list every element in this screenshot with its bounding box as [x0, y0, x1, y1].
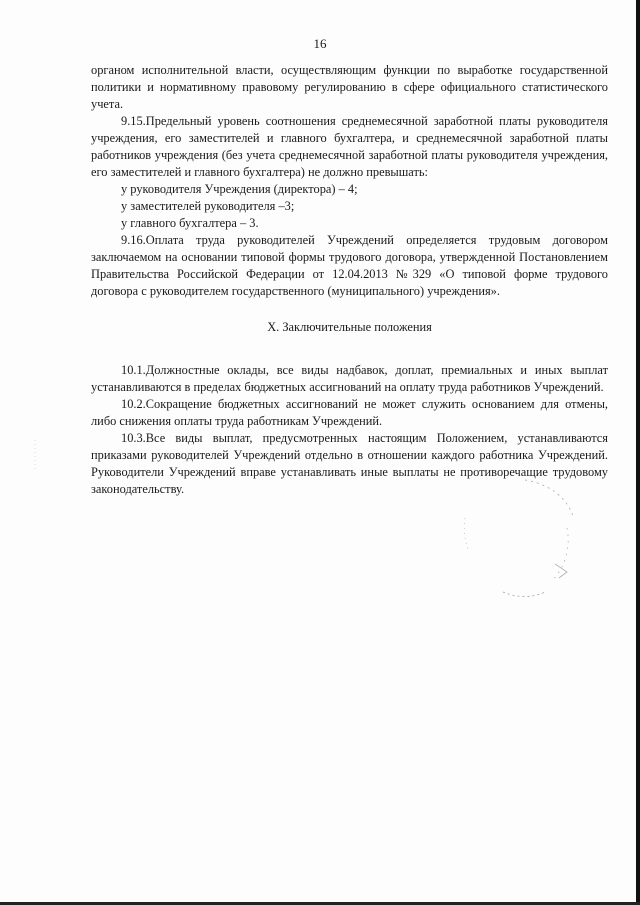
- paragraph-9-14-continuation: органом исполнительной власти, осуществляющим функции по выработке государственной политики и нормативному правовому регулированию в сфере официального статистического учета.: [91, 63, 608, 111]
- paragraph-10-3: 10.3.Все виды выплат, предусмотренных настоящим Положением, устанавливаются приказами руководителей Учреждений отдельно в отношении каждого работника Учреждений. Руководители Учреждений вправе устанавливать иные выплаты не противоречащие трудовому законодательству.: [91, 431, 608, 496]
- limit-item-director: у руководителя Учреждения (директора) – 4;: [121, 182, 358, 196]
- paragraph-10-1: 10.1.Должностные оклады, все виды надбавок, доплат, премиальных и иных выплат устанавливаются в пределах бюджетных ассигнований на оплату труда работников Учреждений.: [91, 363, 608, 394]
- paragraph-10-2: 10.2.Сокращение бюджетных ассигнований не может служить основанием для отмены, либо снижения оплаты труда работникам Учреждений.: [91, 397, 608, 428]
- limit-item-chief-accountant: у главного бухгалтера – 3.: [121, 216, 259, 230]
- scan-edge-right: [636, 0, 640, 905]
- limit-item-deputies: у заместителей руководителя –3;: [121, 199, 295, 213]
- section-heading: X. Заключительные положения: [267, 320, 432, 334]
- scan-speck: [32, 440, 38, 470]
- paragraph-9-15: 9.15.Предельный уровень соотношения среднемесячной заработной платы руководителя учреждения, его заместителей и главного бухгалтера, и среднемесячной заработной платы работников учреждения (без учета среднемесячной заработной платы руководителя учреждения, его заместителей и главного бухгалтера) не должно превышать:: [91, 114, 608, 179]
- document-body: [91, 62, 608, 498]
- limits-list: [91, 181, 608, 232]
- paragraph-9-16: 9.16.Оплата труда руководителей Учреждений определяется трудовым договором заключаемом на основании типовой формы трудового договора, утвержденной Постановлением Правительства Российской Федерации от 12.04.2013 №329 «О типовой форме трудового договора с руководителем государственного (муниципального) учреждения».: [91, 233, 608, 298]
- page-number: 16: [313, 36, 327, 51]
